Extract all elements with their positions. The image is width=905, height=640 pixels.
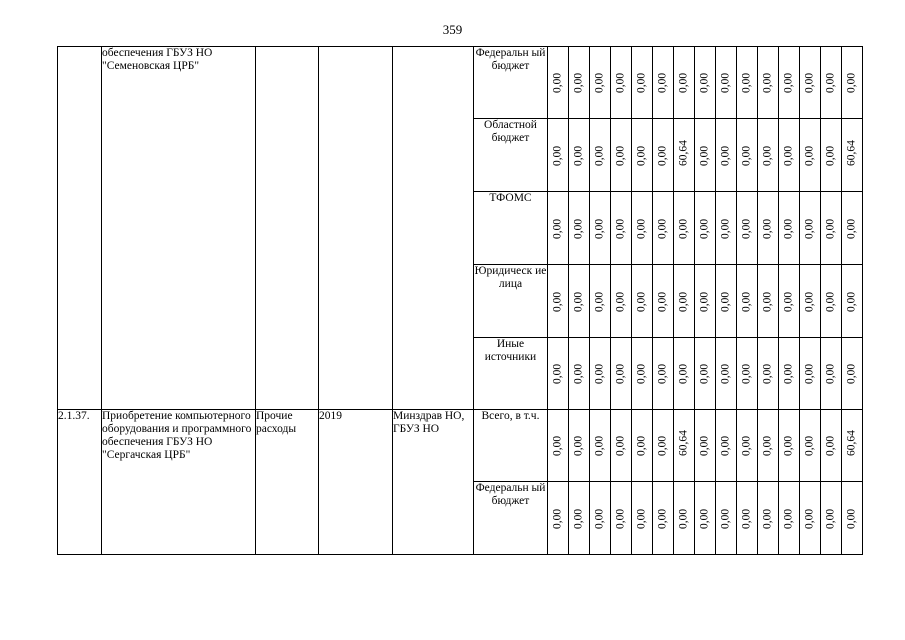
value-cell (800, 482, 821, 555)
value-cell (548, 410, 569, 482)
value-cell (695, 192, 716, 265)
value-cell (695, 119, 716, 192)
value-cell (653, 119, 674, 192)
value-cell (716, 338, 737, 410)
value-cell (821, 338, 842, 410)
value-cell (800, 265, 821, 338)
value-text: 0,00 (719, 435, 732, 456)
value-cell (737, 265, 758, 338)
value-text: 0,00 (614, 72, 627, 93)
value-text: 0,00 (572, 363, 585, 384)
value-cell (548, 119, 569, 192)
value-cell (653, 410, 674, 482)
value-text: 60,64 (845, 140, 858, 166)
value-text: 0,00 (635, 291, 648, 312)
value-cell (800, 410, 821, 482)
value-cell (569, 338, 590, 410)
value-text: 0,00 (635, 218, 648, 239)
value-text: 0,00 (677, 218, 690, 239)
value-cell (821, 265, 842, 338)
measure-name: Приобретение компьютерного оборудования и программного обеспечения ГБУЗ НО "Сергачская ЦРБ" (102, 410, 256, 555)
value-text: 0,00 (761, 72, 774, 93)
value-text: 0,00 (551, 363, 564, 384)
value-text: 0,00 (845, 291, 858, 312)
value-cell (632, 119, 653, 192)
value-text: 0,00 (824, 291, 837, 312)
value-cell (716, 119, 737, 192)
value-text: 0,00 (824, 72, 837, 93)
value-cell (821, 119, 842, 192)
value-text: 0,00 (656, 363, 669, 384)
value-cell (737, 482, 758, 555)
value-text: 0,00 (593, 435, 606, 456)
value-cell (737, 338, 758, 410)
value-cell (695, 265, 716, 338)
value-text: 0,00 (782, 72, 795, 93)
value-cell (569, 410, 590, 482)
value-text: 0,00 (824, 145, 837, 166)
value-text: 0,00 (593, 72, 606, 93)
value-text: 0,00 (845, 363, 858, 384)
value-text: 0,00 (656, 508, 669, 529)
value-text: 0,00 (803, 363, 816, 384)
value-cell (590, 47, 611, 119)
value-text: 0,00 (635, 435, 648, 456)
value-cell (611, 338, 632, 410)
value-text: 0,00 (803, 508, 816, 529)
expense-type (256, 47, 319, 410)
value-cell (758, 410, 779, 482)
value-text: 0,00 (614, 218, 627, 239)
value-cell (779, 47, 800, 119)
value-text: 0,00 (614, 145, 627, 166)
funding-source: Иные источники (474, 338, 548, 410)
value-text: 0,00 (593, 145, 606, 166)
value-cell (548, 482, 569, 555)
value-cell (716, 410, 737, 482)
value-cell (674, 265, 695, 338)
value-cell (758, 265, 779, 338)
value-cell (569, 119, 590, 192)
value-cell (779, 410, 800, 482)
value-cell (821, 192, 842, 265)
value-text: 0,00 (761, 218, 774, 239)
value-text: 0,00 (551, 435, 564, 456)
value-text: 0,00 (614, 508, 627, 529)
value-text: 0,00 (614, 435, 627, 456)
value-cell (653, 265, 674, 338)
value-text: 0,00 (761, 508, 774, 529)
value-text: 0,00 (635, 363, 648, 384)
value-cell (779, 192, 800, 265)
value-text: 0,00 (761, 145, 774, 166)
value-text: 0,00 (782, 291, 795, 312)
value-cell (800, 119, 821, 192)
value-cell (695, 410, 716, 482)
value-text: 0,00 (656, 435, 669, 456)
value-text: 0,00 (656, 145, 669, 166)
value-cell (548, 192, 569, 265)
value-text: 60,64 (677, 430, 690, 456)
value-cell (737, 192, 758, 265)
value-text: 0,00 (677, 363, 690, 384)
value-text: 0,00 (698, 435, 711, 456)
funding-source: Федеральн ый бюджет (474, 47, 548, 119)
value-cell (842, 119, 863, 192)
page-number: 359 (442, 22, 463, 37)
value-text: 0,00 (803, 72, 816, 93)
value-cell (674, 482, 695, 555)
measure-code (58, 47, 102, 410)
value-text: 0,00 (698, 363, 711, 384)
value-cell (842, 265, 863, 338)
value-cell (653, 192, 674, 265)
value-cell (716, 47, 737, 119)
measure-year (319, 47, 393, 410)
value-text: 0,00 (698, 218, 711, 239)
value-text: 0,00 (803, 218, 816, 239)
funding-source: Всего, в т.ч. (474, 410, 548, 482)
value-cell (632, 265, 653, 338)
value-text: 0,00 (824, 218, 837, 239)
value-text: 0,00 (803, 145, 816, 166)
table-row (58, 410, 863, 482)
value-cell (779, 482, 800, 555)
value-text: 0,00 (551, 508, 564, 529)
value-cell (758, 192, 779, 265)
value-text: 0,00 (824, 508, 837, 529)
value-cell (653, 47, 674, 119)
expense-type: Прочие расходы (256, 410, 319, 555)
value-cell (695, 338, 716, 410)
value-cell (590, 119, 611, 192)
value-text: 0,00 (824, 435, 837, 456)
value-cell (590, 482, 611, 555)
value-text: 0,00 (593, 291, 606, 312)
value-text: 0,00 (698, 145, 711, 166)
value-text: 0,00 (761, 363, 774, 384)
value-text: 0,00 (740, 72, 753, 93)
value-text: 0,00 (782, 218, 795, 239)
value-text: 0,00 (719, 145, 732, 166)
value-text: 0,00 (551, 72, 564, 93)
value-cell (548, 338, 569, 410)
value-text: 0,00 (614, 363, 627, 384)
value-cell (653, 482, 674, 555)
value-text: 0,00 (551, 291, 564, 312)
table-row (58, 47, 863, 119)
value-text: 0,00 (824, 363, 837, 384)
value-cell (590, 338, 611, 410)
value-cell (611, 482, 632, 555)
value-text: 0,00 (572, 435, 585, 456)
value-cell (569, 482, 590, 555)
value-text: 0,00 (677, 508, 690, 529)
value-cell (548, 265, 569, 338)
value-text: 0,00 (845, 218, 858, 239)
funding-table (57, 46, 863, 555)
value-text: 0,00 (740, 508, 753, 529)
value-cell (695, 482, 716, 555)
value-cell (569, 265, 590, 338)
value-text: 0,00 (740, 435, 753, 456)
value-text: 0,00 (698, 508, 711, 529)
value-text: 0,00 (677, 72, 690, 93)
responsible-party (393, 47, 474, 410)
value-cell (842, 482, 863, 555)
value-cell (590, 410, 611, 482)
value-text: 0,00 (635, 508, 648, 529)
value-text: 0,00 (782, 435, 795, 456)
value-cell (716, 265, 737, 338)
value-text: 0,00 (845, 72, 858, 93)
value-text: 0,00 (740, 145, 753, 166)
value-cell (653, 338, 674, 410)
value-text: 0,00 (677, 291, 690, 312)
value-text: 0,00 (761, 291, 774, 312)
value-text: 0,00 (698, 291, 711, 312)
value-text: 0,00 (740, 363, 753, 384)
value-text: 0,00 (782, 508, 795, 529)
value-text: 0,00 (803, 435, 816, 456)
funding-source: Юридическ ие лица (474, 265, 548, 338)
value-cell (590, 265, 611, 338)
value-cell (779, 338, 800, 410)
value-cell (548, 47, 569, 119)
value-cell (632, 482, 653, 555)
value-text: 0,00 (656, 291, 669, 312)
value-cell (821, 47, 842, 119)
value-cell (611, 410, 632, 482)
value-text: 0,00 (572, 508, 585, 529)
value-cell (779, 265, 800, 338)
value-cell (632, 410, 653, 482)
value-cell (737, 410, 758, 482)
value-text: 60,64 (677, 140, 690, 166)
value-cell (611, 47, 632, 119)
value-cell (611, 192, 632, 265)
funding-source: Областной бюджет (474, 119, 548, 192)
value-cell (779, 119, 800, 192)
value-text: 0,00 (845, 508, 858, 529)
value-text: 0,00 (572, 145, 585, 166)
value-cell (842, 192, 863, 265)
value-text: 0,00 (593, 508, 606, 529)
value-cell (842, 338, 863, 410)
value-cell (758, 47, 779, 119)
value-cell (632, 47, 653, 119)
value-text: 0,00 (635, 72, 648, 93)
value-text: 0,00 (698, 72, 711, 93)
funding-source: Федеральн ый бюджет (474, 482, 548, 555)
value-text: 0,00 (593, 363, 606, 384)
value-cell (758, 119, 779, 192)
value-cell (674, 192, 695, 265)
value-text: 60,64 (845, 430, 858, 456)
value-cell (632, 192, 653, 265)
value-text: 0,00 (551, 218, 564, 239)
value-cell (674, 338, 695, 410)
value-cell (800, 47, 821, 119)
value-text: 0,00 (719, 291, 732, 312)
value-text: 0,00 (572, 291, 585, 312)
value-cell (611, 265, 632, 338)
value-cell (821, 482, 842, 555)
value-cell (632, 338, 653, 410)
value-cell (842, 410, 863, 482)
value-text: 0,00 (572, 72, 585, 93)
value-cell (800, 338, 821, 410)
value-text: 0,00 (635, 145, 648, 166)
value-text: 0,00 (719, 363, 732, 384)
value-text: 0,00 (719, 508, 732, 529)
measure-name: обеспечения ГБУЗ НО "Семеновская ЦРБ" (102, 47, 256, 410)
value-cell (716, 192, 737, 265)
value-cell (695, 47, 716, 119)
value-cell (674, 410, 695, 482)
value-text: 0,00 (782, 145, 795, 166)
value-cell (674, 47, 695, 119)
value-text: 0,00 (782, 363, 795, 384)
value-text: 0,00 (740, 218, 753, 239)
responsible-party: Минздрав НО, ГБУЗ НО (393, 410, 474, 555)
value-cell (737, 47, 758, 119)
value-cell (758, 338, 779, 410)
value-cell (674, 119, 695, 192)
value-text: 0,00 (656, 72, 669, 93)
value-cell (821, 410, 842, 482)
value-cell (569, 47, 590, 119)
value-cell (800, 192, 821, 265)
measure-year: 2019 (319, 410, 393, 555)
value-text: 0,00 (593, 218, 606, 239)
value-cell (569, 192, 590, 265)
value-cell (737, 119, 758, 192)
value-cell (611, 119, 632, 192)
value-text: 0,00 (719, 218, 732, 239)
value-text: 0,00 (719, 72, 732, 93)
value-text: 0,00 (740, 291, 753, 312)
measure-code: 2.1.37. (58, 410, 102, 555)
value-text: 0,00 (761, 435, 774, 456)
value-text: 0,00 (656, 218, 669, 239)
value-text: 0,00 (803, 291, 816, 312)
value-text: 0,00 (572, 218, 585, 239)
value-text: 0,00 (551, 145, 564, 166)
value-text: 0,00 (614, 291, 627, 312)
value-cell (758, 482, 779, 555)
value-cell (842, 47, 863, 119)
funding-source: ТФОМС (474, 192, 548, 265)
value-cell (716, 482, 737, 555)
value-cell (590, 192, 611, 265)
